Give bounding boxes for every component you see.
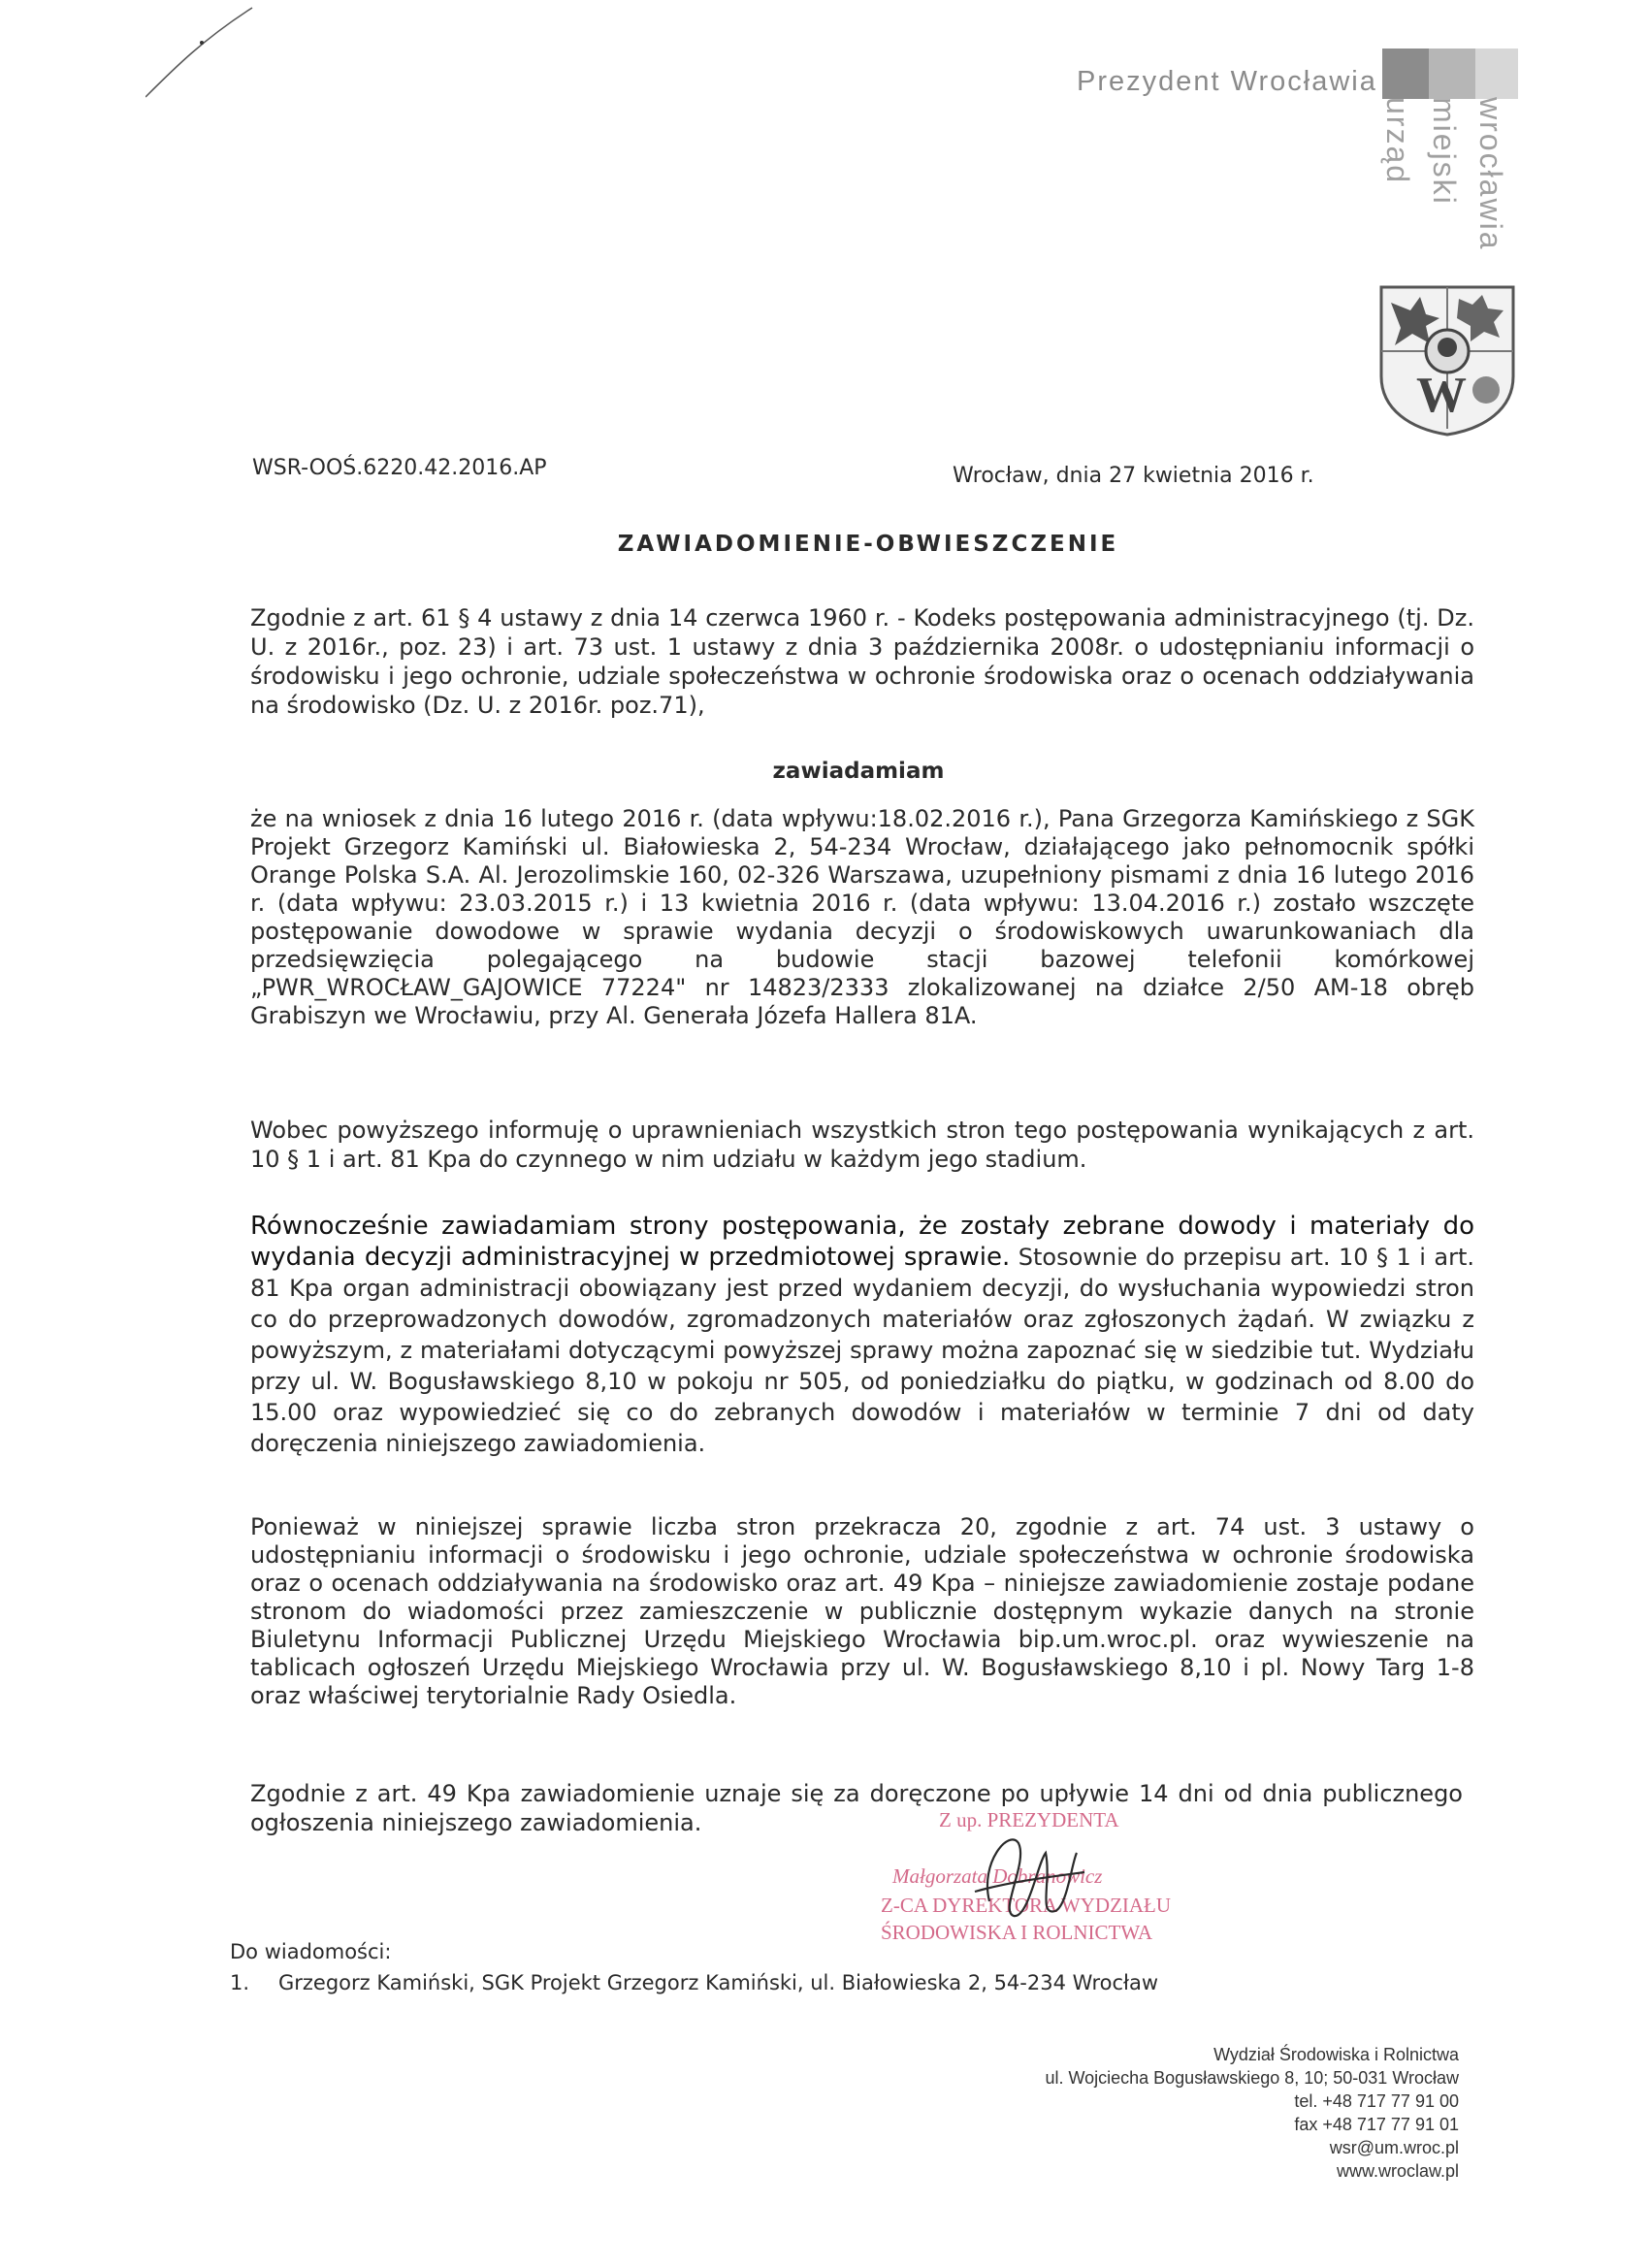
logo-color-bar <box>1382 49 1518 99</box>
evidence-rest: Stosownie do przepisu art. 10 § 1 i art. 81 Kpa organ administracji obowiązany jest przed wydaniem decyzji, do wysłuchania wypowiedzi stron co do przeprowadzonych dowodów, zgromadzonych materiałów oraz zgłoszonych żądań. W związku z powyższym, z materiałami dotyczącymi powyższej sprawy można zapoznać się w siedzibie tut. Wydziału przy ul. W. Bogusławskiego 8,10 w pokoju nr 505, od poniedziałku do piątku, w godzinach od 8.00 do 15.00 oraz wypowiedzieć się co do zebranych dowodów i materiałów w terminie 7 dni od daty doręczenia niniejszego zawiadomienia. <box>250 1244 1474 1457</box>
footer-department: Wydział Środowiska i Rolnictwa <box>1213 2045 1459 2064</box>
handwritten-signature <box>970 1824 1086 1930</box>
document-date: Wrocław, dnia 27 kwietnia 2016 r. <box>953 464 1314 488</box>
evidence-paragraph <box>250 1211 1474 1459</box>
logo-text-wroclawia: wrocławia <box>1473 97 1508 251</box>
footer-address: ul. Wojciecha Bogusławskiego 8, 10; 50-031 Wrocław <box>1045 2068 1459 2088</box>
logo-text-urzad: urząd <box>1380 97 1415 185</box>
reference-number: WSR-OOŚ.6220.42.2016.AP <box>252 456 547 480</box>
legal-basis-paragraph: Zgodnie z art. 61 § 4 ustawy z dnia 14 czerwca 1960 r. - Kodeks postępowania administracyjnego (tj. Dz. U. z 2016r., poz. 23) i art. 73 ust. 1 ustawy z dnia 3 października 2008r. o udostępnianiu informacji o środowisku i jego ochronie, udziale społeczeństwa w ochronie środowiska oraz o ocenach oddziaływania na środowisko (Dz. U. z 2016r. poz.71), <box>250 604 1474 719</box>
stamp-line-1: Z up. PREZYDENTA <box>939 1808 1119 1831</box>
request-paragraph: że na wniosek z dnia 16 lutego 2016 r. (data wpływu:18.02.2016 r.), Pana Grzegorza Kamińskiego z SGK Projekt Grzegorz Kamiński ul. Białowieska 2, 54-234 Wrocław, działającego jako pełnomocnik spółki Orange Polska S.A. Al. Jerozolimskie 160, 02-326 Warszawa, uzupełniony pismami z dnia 16 lutego 2016 r. (data wpływu: 23.03.2015 r.) i 13 kwietnia 2016 r. (data wpływu: 13.04.2016 r.) zostało wszczęte postępowanie dowodowe w sprawie wydania decyzji o środowiskowych uwarunkowaniach dla przedsięwzięcia polegającego na budowie stacji bazowej telefonii komórkowej „PWR_WROCŁAW_GAJOWICE 77224" nr 14823/2333 zlokalizowanej na działce 2/50 AM-18 obręb Grabiszyn we Wrocławiu, przy Al. Generała Józefa Hallera 81A. <box>250 805 1474 1029</box>
footer-web: www.wroclaw.pl <box>1336 2161 1459 2181</box>
city-crest-icon <box>1377 283 1517 437</box>
footer-tel: tel. +48 717 77 91 00 <box>1294 2091 1459 2111</box>
notify-heading: zawiadamiam <box>772 759 945 784</box>
stamp-line-2: Małgorzata Dobranowicz <box>892 1864 1103 1888</box>
pen-stroke-mark <box>146 0 262 107</box>
svg-text:W: W <box>1416 368 1467 423</box>
department-footer <box>1045 2043 1459 2183</box>
rights-paragraph: Wobec powyższego informuję o uprawnieniach wszystkich stron tego postępowania wynikających z art. 10 § 1 i art. 81 Kpa do czynnego w nim udziału w każdym jego stadium. <box>250 1117 1474 1173</box>
logo-text-miejski: miejski <box>1427 97 1462 206</box>
distribution-item: 1. Grzegorz Kamiński, SGK Projekt Grzegorz Kamiński, ul. Białowieska 2, 54-234 Wrocław <box>230 1971 1159 1994</box>
stamp-line-4: ŚRODOWISKA I ROLNICTWA <box>881 1921 1152 1944</box>
evidence-lead: Równocześnie zawiadamiam strony postępowania, że zostały zebrane dowody i materiały do wydania decyzji administracyjnej w przedmiotowej sprawie. <box>250 1212 1474 1272</box>
footer-email: wsr@um.wroc.pl <box>1329 2138 1459 2157</box>
president-label: Prezydent Wrocławia <box>1077 66 1377 97</box>
stamp-line-3: Z-CA DYREKTORA WYDZIAŁU <box>881 1894 1172 1917</box>
distribution-heading: Do wiadomości: <box>230 1940 392 1963</box>
footer-fax: fax +48 717 77 91 01 <box>1294 2115 1459 2134</box>
delivery-paragraph: Zgodnie z art. 49 Kpa zawiadomienie uznaje się za doręczone po upływie 14 dni od dnia publicznego ogłoszenia niniejszego zawiadomienia. <box>250 1780 1463 1836</box>
publication-paragraph: Ponieważ w niniejszej sprawie liczba stron przekracza 20, zgodnie z art. 74 ust. 3 ustawy o udostępnianiu informacji o środowisku i jego ochronie, udziale społeczeństwa w ochronie środowiska oraz o ocenach oddziaływania na środowisko oraz art. 49 Kpa – niniejsze zawiadomienie zostaje podane stronom do wiadomości przez zamieszczenie w publicznie dostępnym wykazie danych na stronie Biuletynu Informacji Publicznej Urzędu Miejskiego Wrocławia bip.um.wroc.pl. oraz wywieszenie na tablicach ogłoszeń Urzędu Miejskiego Wrocławia przy ul. W. Bogusławskiego 8,10 i pl. Nowy Targ 1-8 oraz właściwej terytorialnie Rady Osiedla. <box>250 1513 1474 1709</box>
document-title: ZAWIADOMIENIE-OBWIESZCZENIE <box>617 532 1119 557</box>
